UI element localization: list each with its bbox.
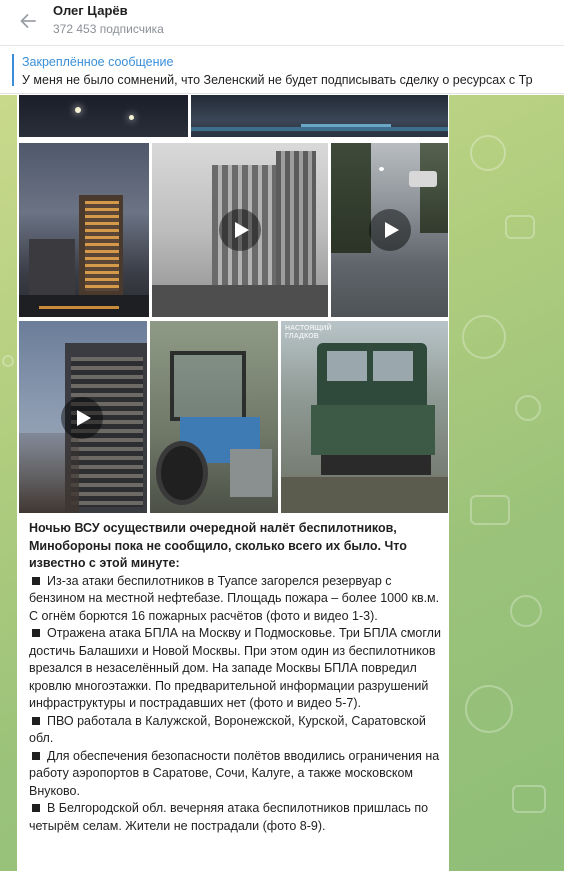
photo-damaged-truck[interactable] xyxy=(281,321,448,513)
channel-name[interactable]: Олег Царёв xyxy=(53,3,128,18)
chat-area xyxy=(0,95,564,871)
arrow-left-icon xyxy=(19,12,37,30)
wallpaper-doodle xyxy=(2,355,14,367)
black-square-icon xyxy=(32,717,40,725)
subscriber-count: 372 453 подписчика xyxy=(53,22,164,36)
bullet-item xyxy=(29,573,441,626)
bullet-text: Из-за атаки беспилотников в Туапсе загорелся резервуар с бензином на местной нефтебазе. Площадь пожара – более 1000 кв.м. С огнём борются 16 пожарных расчётов (фото и видео 1-3). xyxy=(29,573,440,623)
bullet-text: ПВО работала в Калужской, Воронежской, Курской, Саратовской обл. xyxy=(29,713,426,745)
photo-night-lights[interactable] xyxy=(19,95,188,137)
wallpaper-doodle xyxy=(465,685,513,733)
black-square-icon xyxy=(32,752,40,760)
wallpaper-doodle xyxy=(515,395,541,421)
bullet-text: Для обеспечения безопасности полётов вводились ограничения на работу аэропортов в Саратове, Сочи, Калуге, а также московском Внуково. xyxy=(29,748,440,798)
pinned-message-bar[interactable] xyxy=(0,47,564,94)
play-button[interactable] xyxy=(219,209,261,251)
message-bubble xyxy=(17,95,449,871)
pinned-text: У меня не было сомнений, что Зеленский не будет подписывать сделку о ресурсах с Тр xyxy=(22,73,533,87)
pinned-indicator xyxy=(12,54,14,86)
message-text xyxy=(29,520,441,835)
wallpaper-doodle xyxy=(462,315,506,359)
play-icon xyxy=(77,410,91,426)
bullet-item xyxy=(29,713,441,748)
wallpaper-doodle xyxy=(470,495,510,525)
bullet-item xyxy=(29,748,441,801)
chat-header xyxy=(0,0,564,46)
video-wet-road[interactable] xyxy=(331,143,448,317)
bullet-item xyxy=(29,625,441,713)
black-square-icon xyxy=(32,629,40,637)
message-intro: Ночью ВСУ осуществили очередной налёт беспилотников, Минобороны пока не сообщило, сколько всего их было. Что известно с этой минуте: xyxy=(29,521,407,570)
play-icon xyxy=(235,222,249,238)
wallpaper-doodle xyxy=(512,785,546,813)
back-button[interactable] xyxy=(14,7,42,35)
video-damaged-tower[interactable] xyxy=(19,321,147,513)
photo-damaged-tractor[interactable] xyxy=(150,321,278,513)
bullet-item xyxy=(29,800,441,835)
play-icon xyxy=(385,222,399,238)
black-square-icon xyxy=(32,577,40,585)
wallpaper-doodle xyxy=(470,135,506,171)
video-thermal-building[interactable] xyxy=(152,143,328,317)
bullet-text: В Белгородской обл. вечерняя атака беспилотников пришлась по четырём селам. Жители не пострадали (фото 8-9). xyxy=(29,801,429,833)
play-button[interactable] xyxy=(369,209,411,251)
black-square-icon xyxy=(32,804,40,812)
play-button[interactable] xyxy=(61,397,103,439)
photo-dusk-towers[interactable] xyxy=(19,143,149,317)
wallpaper-doodle xyxy=(510,595,542,627)
watermark-text: НАСТОЯЩИЙ ГЛАДКОВ xyxy=(285,325,332,340)
pinned-title: Закреплённое сообщение xyxy=(22,55,174,69)
bullet-text: Отражена атака БПЛА на Москву и Подмосковье. Три БПЛА смогли достичь Балашихи и Новой Москвы. При этом один из беспилотников врезался в незаселённый дом. На западе Москвы БПЛА повредил кровлю многоэтажки. По предварительной информации разрушений инфраструктуры и пострадавших нет (фото и видео 5-7). xyxy=(29,626,441,710)
photo-night-panorama[interactable] xyxy=(191,95,448,137)
wallpaper-doodle xyxy=(505,215,535,239)
